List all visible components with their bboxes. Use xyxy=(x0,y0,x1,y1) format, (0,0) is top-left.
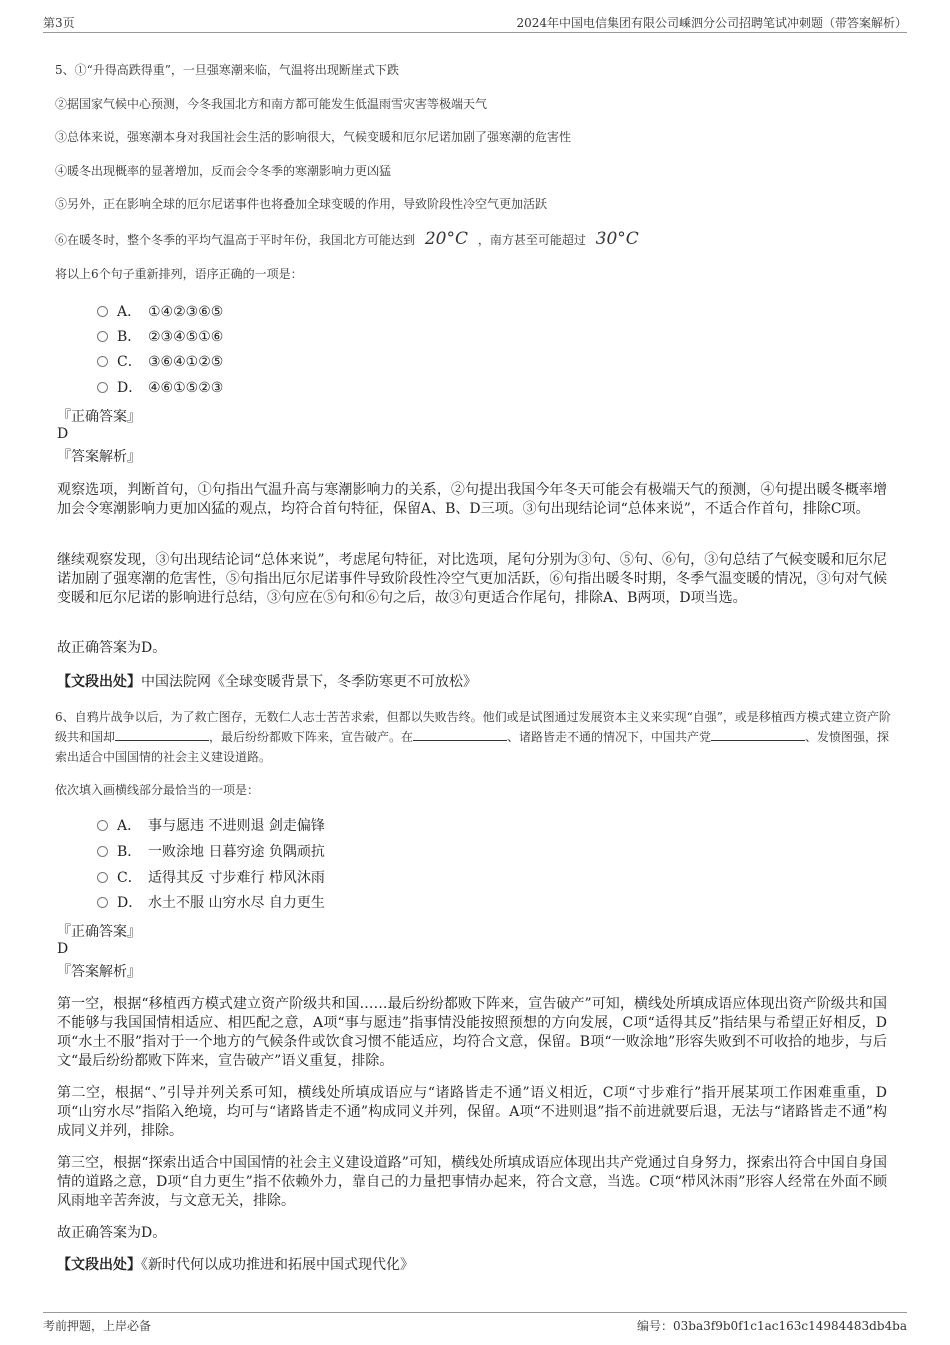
q6-correct-answer: D xyxy=(57,941,69,957)
blank-2[interactable] xyxy=(413,728,507,741)
document-title: 2024年中国电信集团有限公司嵊泗分公司招聘笔试冲刺题（带答案解析） xyxy=(516,16,907,30)
q6-option-d[interactable]: D． 水土不服 山穷水尽 自力更生 xyxy=(97,893,325,913)
q5-sentence-5: ⑤另外，正在影响全球的厄尔尼诺事件也将叠加全球变暖的作用，导致阶段性冷空气更加活跃 xyxy=(55,197,548,211)
q5-option-d[interactable]: D． ④⑥①⑤②③ xyxy=(97,378,223,398)
q5-analysis-p2: 继续观察发现，③句出现结论词“总体来说”，考虑尾句特征，对比选项，尾句分别为③句、⑤句、⑥句，③句总结了气候变暖和厄尔尼诺加剧了强寒潮的危害性，⑤句指出厄尔尼诺事件导致阶段性冷空气更加活跃，⑥句指出暖冬时期，冬季气温变暖的情况，③句对气候变暖和厄尔尼诺的影响进行总结，③句应在⑤句和⑥句之后，故③句更适合作尾句，排除A、B两项，D项当选。 xyxy=(57,552,887,606)
q5-option-c[interactable]: C． ③⑥④①②⑤ xyxy=(97,352,223,372)
radio-icon[interactable] xyxy=(97,382,108,393)
footer-id: 编号：03ba3f9b0f1c1ac163c14984483db4ba xyxy=(637,1319,907,1333)
radio-icon[interactable] xyxy=(97,897,108,908)
radio-icon[interactable] xyxy=(97,306,108,317)
q6-source: 【文段出处】《新时代何以成功推进和拓展中国式现代化》 xyxy=(57,1257,414,1273)
radio-icon[interactable] xyxy=(97,846,108,857)
q5-sentence-2: ②据国家气候中心预测，今冬我国北方和南方都可能发生低温雨雪灾害等极端天气 xyxy=(55,97,488,111)
blank-1[interactable] xyxy=(115,728,209,741)
q5-sentence-1: 5、①“升得高跌得重”，一旦强寒潮来临，气温将出现断崖式下跌 xyxy=(55,63,399,77)
q5-correct-answer: D xyxy=(57,426,69,442)
q6-option-b[interactable]: B． 一败涂地 日暮穷途 负隅顽抗 xyxy=(97,842,325,862)
q5-analysis-conclusion: 故正确答案为D。 xyxy=(57,640,167,656)
q5-correct-label: 『正确答案』 xyxy=(57,409,141,425)
q5-analysis-p1: 观察选项，判断首句，①句指出气温升高与寒潮影响力的关系，②句提出我国今年冬天可能会有极端天气的预测，④句提出暖冬概率增加会令寒潮影响力更加凶猛的观点，均符合首句特征，保留A、B、D三项。③句出现结论词“总体来说”，不适合作首句，排除C项。 xyxy=(57,482,887,517)
q5-sentence-4: ④暖冬出现概率的显著增加，反而会令冬季的寒潮影响力更凶猛 xyxy=(55,164,392,178)
footer-slogan: 考前押题，上岸必备 xyxy=(43,1319,152,1333)
radio-icon[interactable] xyxy=(97,331,108,342)
q6-option-a[interactable]: A． 事与愿违 不进则退 剑走偏锋 xyxy=(97,816,325,836)
q6-analysis-label: 『答案解析』 xyxy=(57,964,141,980)
q5-sentence-6-b: ，南方甚至可能超过 xyxy=(477,233,586,247)
q5-sentence-3: ③总体来说，强寒潮本身对我国社会生活的影响很大，气候变暖和厄尔尼诺加剧了强寒潮的危害性 xyxy=(55,130,572,144)
q6-analysis-conclusion: 故正确答案为D。 xyxy=(57,1225,167,1241)
page-footer xyxy=(43,1312,907,1335)
temperature-south: 30°C xyxy=(595,229,639,249)
q5-option-b[interactable]: B． ②③④⑤①⑥ xyxy=(97,327,223,347)
q5-option-a[interactable]: A． ①④②③⑥⑤ xyxy=(97,302,223,322)
q5-sentence-6 xyxy=(55,229,895,250)
radio-icon[interactable] xyxy=(97,872,108,883)
q6-analysis-p3: 第三空，根据“探索出适合中国国情的社会主义建设道路”可知，横线处所填成语应体现出共产党通过自身努力，探索出符合中国自身国情的道路之意，D项“自力更生”指不依赖外力，靠自己的力量把事情办起来，符合文意，当选。C项“栉风沐雨”形容人经常在外面不顾风雨地辛苦奔波，与文意无关，排除。 xyxy=(57,1155,887,1209)
page-header xyxy=(43,12,907,33)
q6-correct-label: 『正确答案』 xyxy=(57,924,141,940)
q5-prompt: 将以上6个句子重新排列，语序正确的一项是： xyxy=(55,267,303,281)
q6-option-c[interactable]: C． 适得其反 寸步难行 栉风沐雨 xyxy=(97,868,325,888)
q6-prompt: 依次填入画横线部分最恰当的一项是： xyxy=(55,783,260,797)
radio-icon[interactable] xyxy=(97,820,108,831)
blank-3[interactable] xyxy=(711,728,805,741)
radio-icon[interactable] xyxy=(97,356,108,367)
page-number: 第3页 xyxy=(43,16,75,30)
q6-analysis-p1: 第一空，根据“移植西方模式建立资产阶级共和国……最后纷纷都败下阵来，宣告破产”可知，横线处所填成语应体现出资产阶级共和国不能够与我国国情相适应、相匹配之意，A项“事与愿违”指事情没能按照预想的方向发展，C项“适得其反”指结果与希望正好相反，D项“水土不服”指对于一个地方的气候条件或饮食习惯不能适应，均符合文意，保留。B项“一败涂地”形容失败到不可收拾的地步，与后文“最后纷纷都败下阵来，宣告破产”语义重复，排除。 xyxy=(57,996,887,1069)
q6-analysis-p2: 第二空，根据“、”引导并列关系可知，横线处所填成语应与“诸路皆走不通”语义相近，C项“寸步难行”指开展某项工作困难重重，D项“山穷水尽”指陷入绝境，均可与“诸路皆走不通”构成同义并列，保留。A项“不进则退”指不前进就要后退，无法与“诸路皆走不通”构成同义并列，排除。 xyxy=(57,1085,887,1139)
q6-stem: 6、自鸦片战争以后，为了救亡图存，无数仁人志士苦苦求索，但都以失败告终。他们或是试图通过发展资本主义来实现“自强”，或是移植西方模式建立资产阶级共和国却 ，最后纷纷都败下阵来，宣告破产。在 、诸路皆走不通的情况下，中国共产党 、发愤图强，探索出适合中国国情的社会主义建设道路。 xyxy=(55,710,891,764)
q5-sentence-6-a: ⑥在暖冬时，整个冬季的平均气温高于平时年份，我国北方可能达到 xyxy=(55,233,416,247)
q5-analysis-label: 『答案解析』 xyxy=(57,449,141,465)
q5-source: 【文段出处】中国法院网《全球变暖背景下，冬季防寒更不可放松》 xyxy=(57,674,477,690)
temperature-north: 20°C xyxy=(424,229,468,249)
